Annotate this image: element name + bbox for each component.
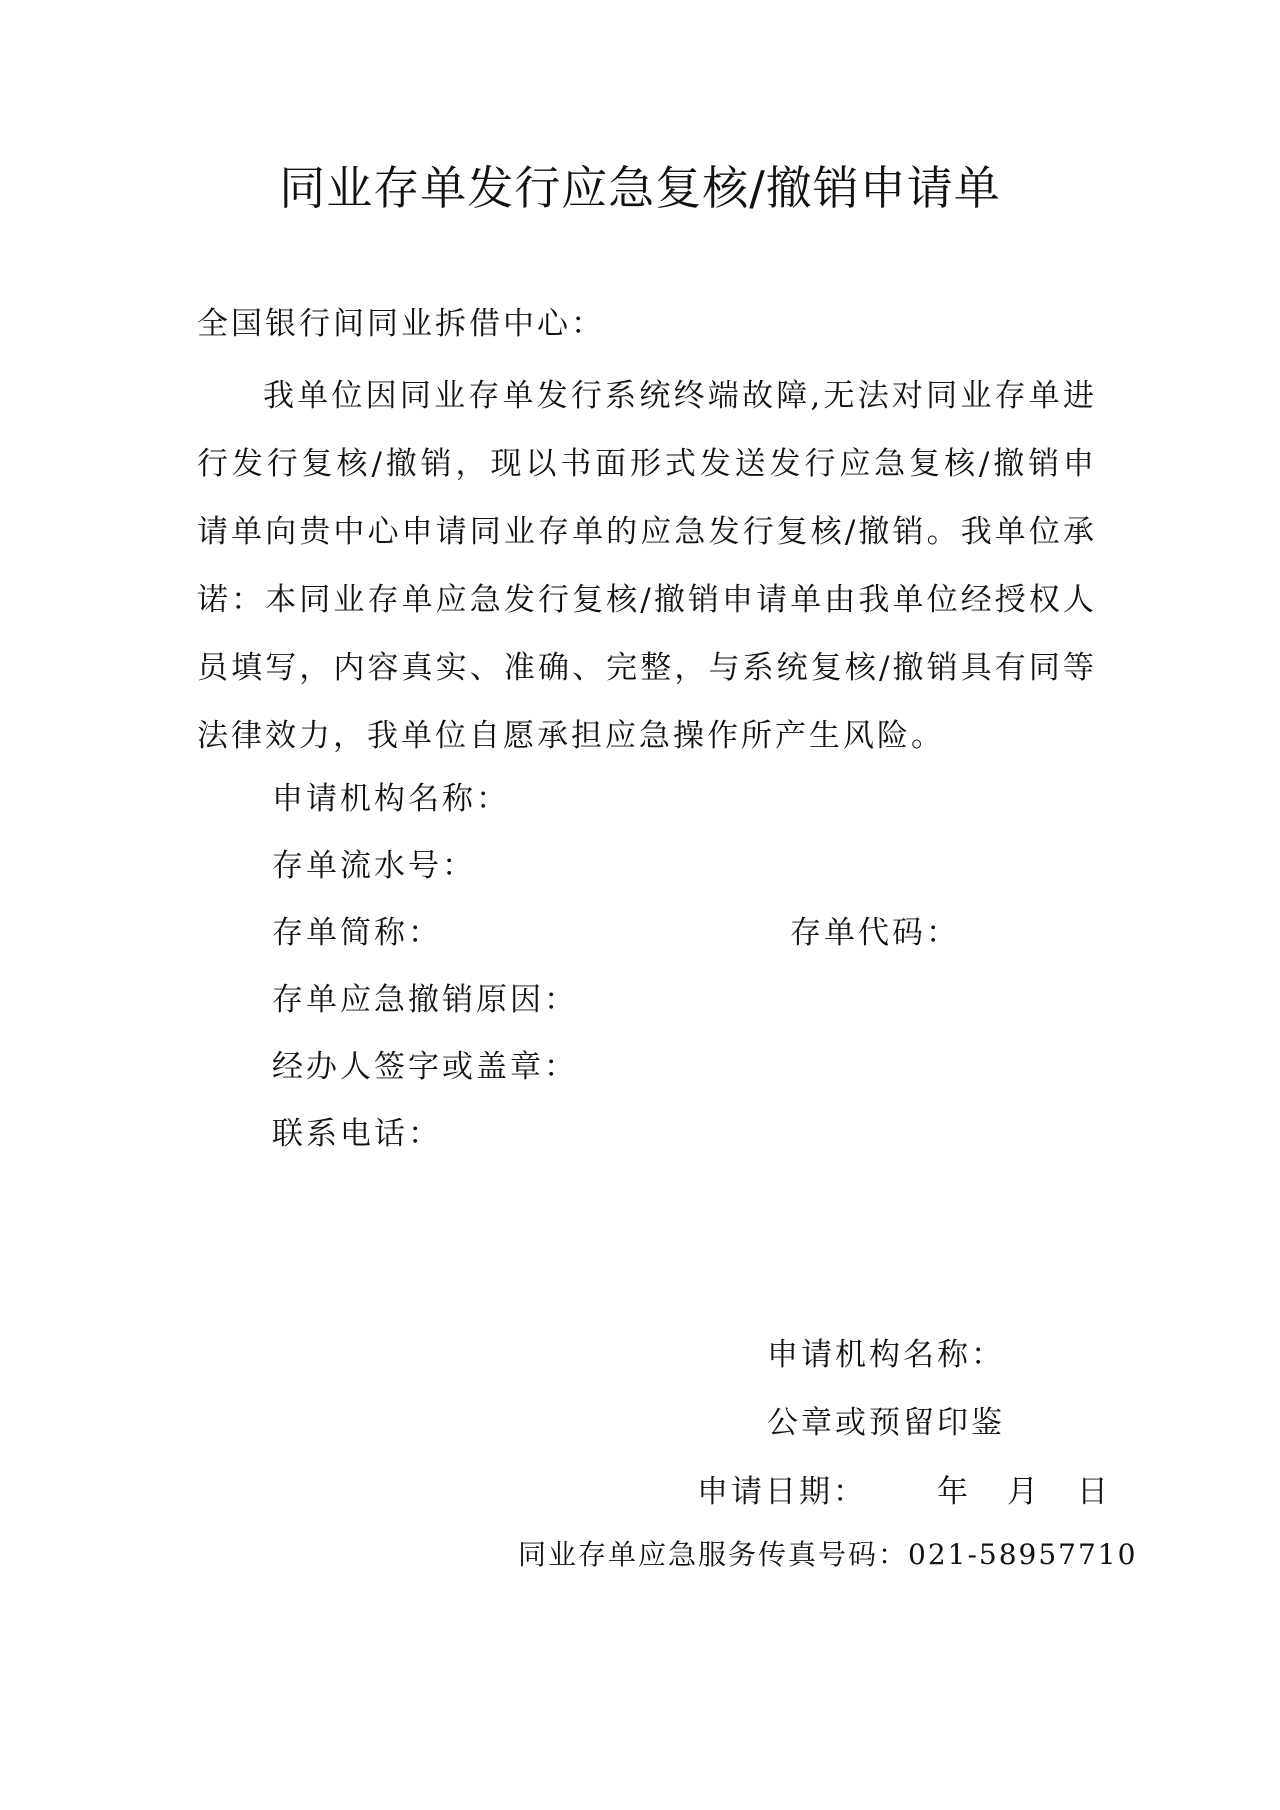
fax-number-line: 同业存单应急服务传真号码：021-58957710	[518, 1538, 1138, 1571]
application-date	[697, 1468, 1111, 1516]
date-month: 月	[1007, 1474, 1041, 1510]
signature-institution-name: 申请机构名称：	[767, 1337, 1005, 1373]
page-title: 同业存单发行应急复核/撤销申请单	[279, 161, 1001, 215]
commitment-paragraph: 我单位因同业存单发行系统终端故障,无法对同业存单进行发行复核/撤销，现以书面形式发送发行应急复核/撤销申请单向贵中心申请同业存单的应急发行复核/撤销。我单位承诺：本同业存单应急发行复核/撤销申请单由我单位经授权人员填写，内容真实、准确、完整，与系统复核/撤销具有同等法律效力，我单位自愿承担应急操作所产生风险。	[197, 378, 1097, 754]
field-code: 存单代码：	[790, 915, 960, 951]
field-phone: 联系电话：	[272, 1116, 442, 1152]
field-serial-no: 存单流水号：	[272, 848, 476, 884]
field-handler-signature: 经办人签字或盖章：	[272, 1049, 578, 1085]
field-revoke-reason: 存单应急撤销原因：	[272, 982, 578, 1018]
field-institution-name: 申请机构名称：	[272, 781, 510, 817]
date-year: 年	[937, 1474, 971, 1510]
signature-seal: 公章或预留印鉴	[767, 1405, 1005, 1441]
date-label: 申请日期：	[697, 1474, 867, 1510]
addressee: 全国银行间同业拆借中心：	[197, 306, 605, 342]
field-short-name: 存单简称：	[272, 915, 442, 951]
date-day: 日	[1077, 1474, 1111, 1510]
